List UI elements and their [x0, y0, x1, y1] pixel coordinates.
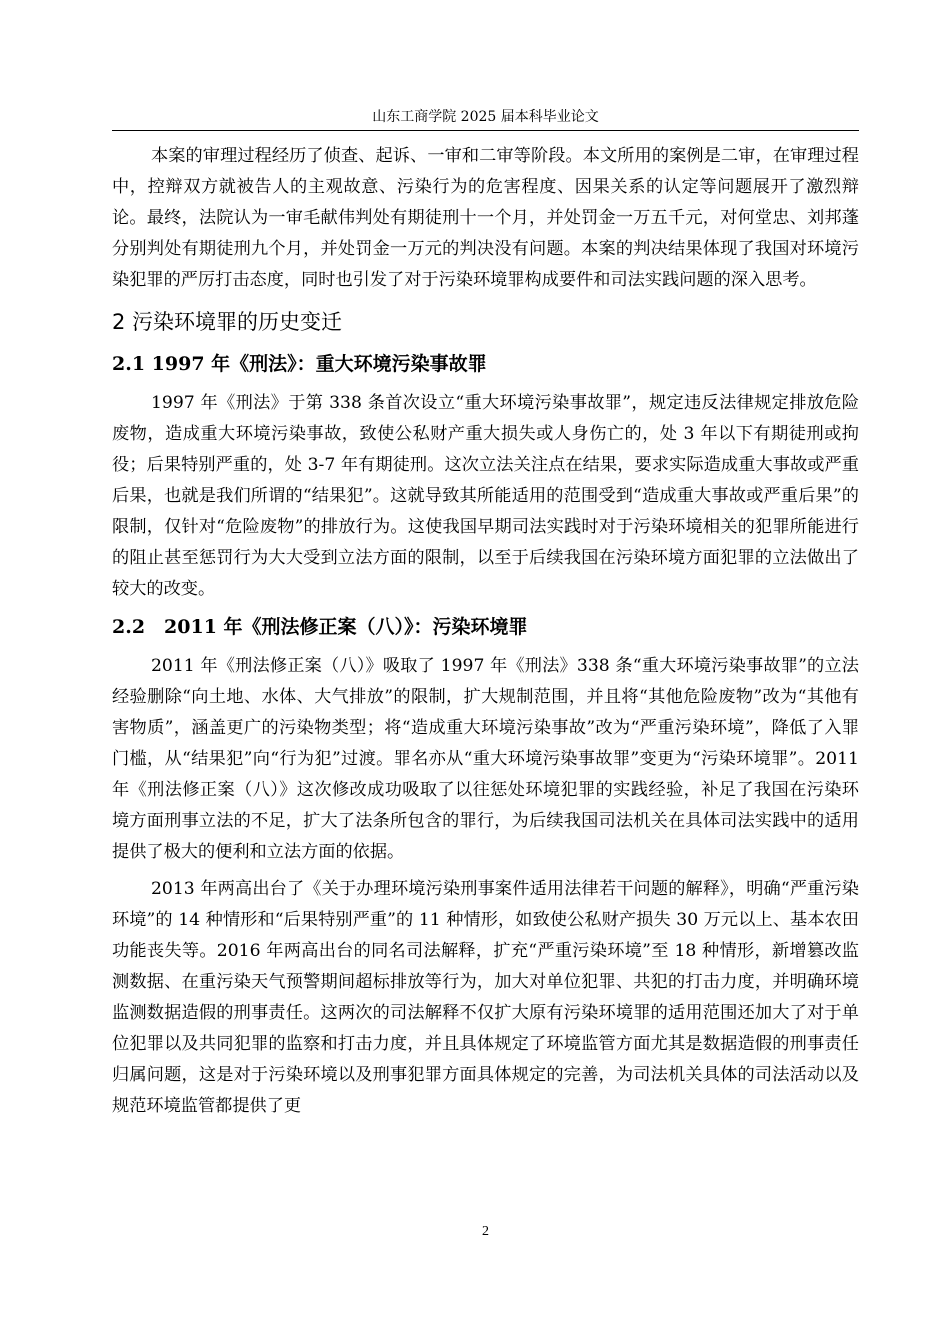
page-number: 2 — [482, 1224, 489, 1239]
subsection-heading-2011: 2.2 2011 年《刑法修正案（八）》：污染环境罪 — [112, 616, 528, 638]
paragraph-case-review: 本案的审理过程经历了侦查、起诉、一审和二审等阶段。本文所用的案例是二审，在审理过程中，控辩双方就被告人的主观故意、污染行为的危害程度、因果关系的认定等问题展开了激烈辩论。最终，法院认为一审毛献伟判处有期徒刑十一个月，并处罚金一万五千元，对何堂忠、刘邦蓬分别判处有期徒刑九个月，并处罚金一万元的判决没有问题。本案的判决结果体现了我国对环境污染犯罪的严厉打击态度，同时也引发了对于污染环境罪构成要件和司法实践问题的深入思考。 — [112, 146, 859, 290]
paragraph-judicial-interpretation: 2013 年两高出台了《关于办理环境污染刑事案件适用法律若干问题的解释》，明确“严重污染环境”的 14 种情形和“后果特别严重”的 11 种情形，如致使公私财产损失 30 万元以上、基本农田功能丧失等。2016 年两高出台的同名司法解释，扩充“严重污染环境”至 18 种情形，新增篡改监测数据、在重污染天气预警期间超标排放等行为，加大对单位犯罪、共犯的打击力度，并明确环境监测数据造假的刑事责任。这两次的司法解释不仅扩大原有污染环境罪的适用范围还加大了对于单位犯罪以及共同犯罪的监察和打击力度，并且具体规定了环境监管方面尤其是数据造假的刑事责任归属问题，这是对于污染环境以及刑事犯罪方面具体规定的完善，为司法机关具体的司法活动以及规范环境监管都提供了更 — [112, 879, 859, 1116]
section-heading-history: 2 污染环境罪的历史变迁 — [112, 310, 343, 334]
page-body — [112, 141, 859, 1128]
header-rule — [112, 130, 859, 131]
running-header: 山东工商学院 2025 届本科毕业论文 — [372, 109, 599, 125]
paragraph-1997-law: 1997 年《刑法》于第 338 条首次设立“重大环境污染事故罪”，规定违反法律规定排放危险废物，造成重大环境污染事故，致使公私财产重大损失或人身伤亡的，处 3 年以下有期徒刑或拘役；后果特别严重的，处 3-7 年有期徒刑。这次立法关注点在结果，要求实际造成重大事故或严重后果，也就是我们所谓的“结果犯”。这就导致其所能适用的范围受到“造成重大事故或严重后果”的限制，仅针对“危险废物”的排放行为。这使我国早期司法实践时对于污染环境相关的犯罪所能进行的阻止甚至惩罚行为大大受到立法方面的限制，以至于后续我国在污染环境方面犯罪的立法做出了较大的改变。 — [112, 393, 859, 599]
paragraph-2011-amendment: 2011 年《刑法修正案（八）》吸取了 1997 年《刑法》338 条“重大环境污染事故罪”的立法经验删除“向土地、水体、大气排放”的限制，扩大规制范围，并且将“其他危险废物”改为“其他有害物质”，涵盖更广的污染物类型；将“造成重大环境污染事故”改为“严重污染环境”，降低了入罪门槛，从“结果犯”向“行为犯”过渡。罪名亦从“重大环境污染事故罪”变更为“污染环境罪”。2011 年《刑法修正案（八）》这次修改成功吸取了以往惩处环境犯罪的实践经验，补足了我国在污染环境方面刑事立法的不足，扩大了法条所包含的罪行，为后续我国司法机关在具体司法实践中的适用提供了极大的便利和立法方面的依据。 — [112, 656, 859, 862]
subsection-heading-1997: 2.1 1997 年《刑法》：重大环境污染事故罪 — [112, 353, 487, 375]
